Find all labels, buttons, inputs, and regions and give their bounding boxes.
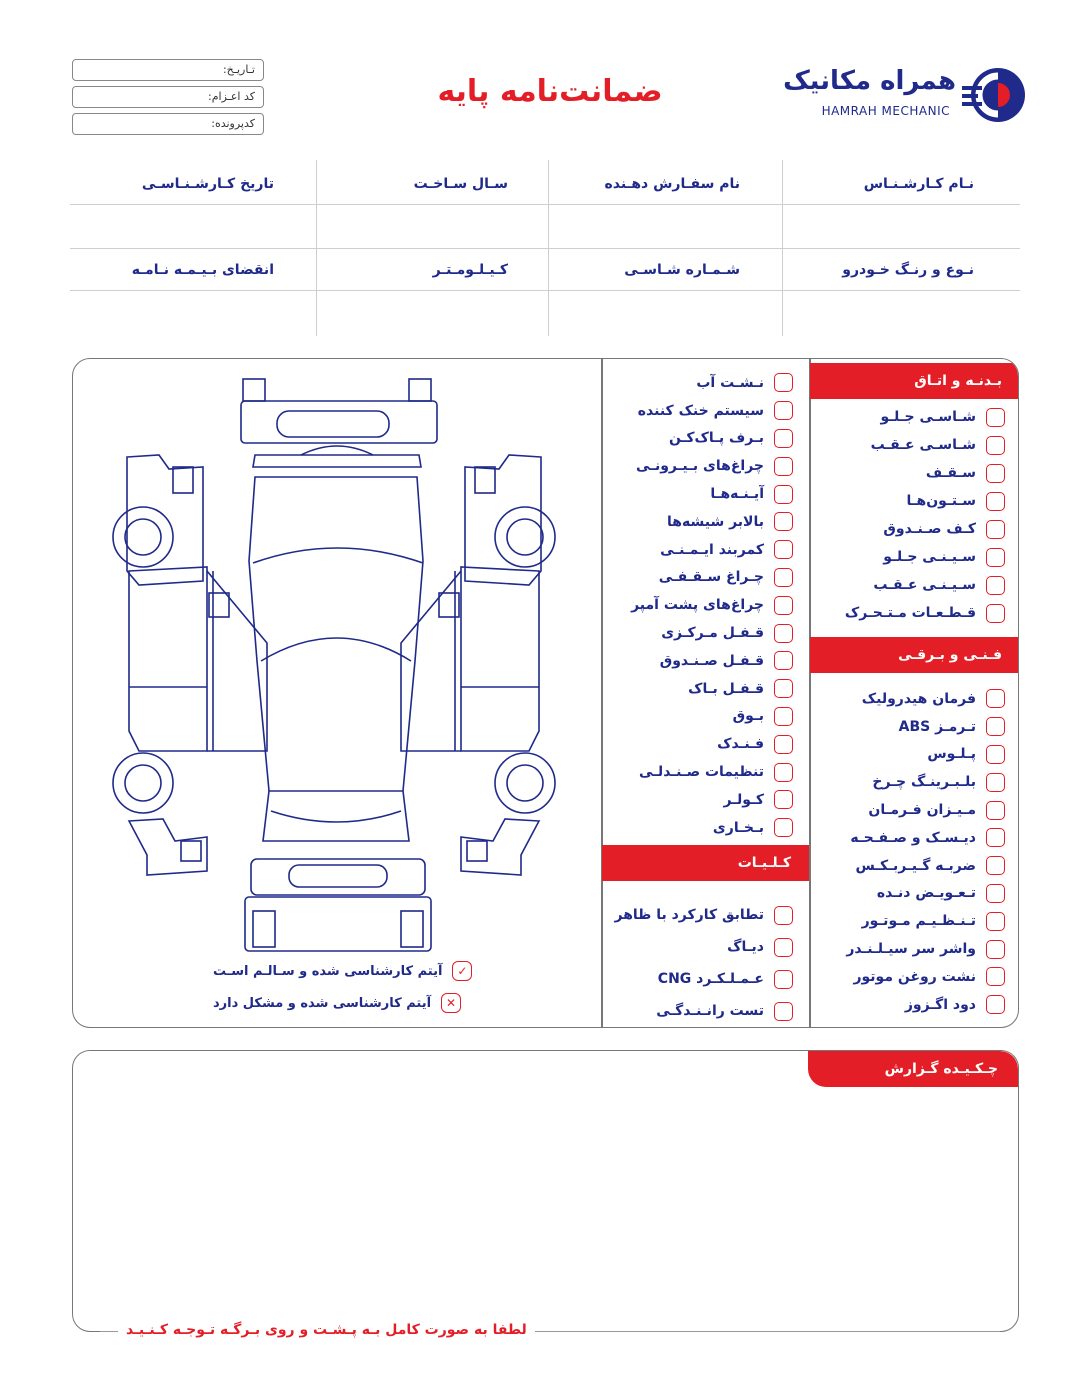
checkbox[interactable] xyxy=(774,707,793,726)
checkbox[interactable] xyxy=(986,745,1005,764)
mileage-label: کـیـلـومـتـر xyxy=(432,262,508,278)
brand-name-en: HAMRAH MECHANIC xyxy=(821,104,950,118)
checklist-item[interactable] xyxy=(617,675,793,703)
checklist-item-label: تـعـویـض دنـده xyxy=(876,885,976,902)
checklist-item[interactable] xyxy=(825,963,1005,991)
dispatch-code-field[interactable] xyxy=(72,86,264,108)
checklist-item-label: شـاسـی جـلـو xyxy=(880,409,976,425)
checkbox[interactable] xyxy=(774,790,793,809)
checklist-item[interactable] xyxy=(825,824,1005,852)
checkbox[interactable] xyxy=(986,548,1005,567)
section-technical-header: فـنـی و بـرقـی xyxy=(810,637,1019,673)
check-mark-icon: ✓ xyxy=(452,961,472,981)
checkbox[interactable] xyxy=(986,492,1005,511)
checklist-item[interactable] xyxy=(617,508,793,536)
checklist-item[interactable] xyxy=(825,880,1005,908)
checklist-item-label: نشت روغن موتور xyxy=(853,968,976,985)
footnote: لطفا به صورت کامل بـه پـشـت و روی بـرگـه تـوجـه کـنـیـد xyxy=(118,1322,535,1338)
checkbox[interactable] xyxy=(774,596,793,615)
inspection-date-label: تاریخ کـارشـنـاسـی xyxy=(141,176,274,192)
checklist-item-label: عـمـلـکـرد CNG xyxy=(657,971,764,987)
report-summary-box[interactable] xyxy=(72,1050,1019,1332)
checklist-item-label: پـلـوس xyxy=(927,746,976,763)
checkbox[interactable] xyxy=(986,689,1005,708)
checklist-item-label: سـتـون‌هـا xyxy=(906,493,976,509)
checkbox[interactable] xyxy=(986,408,1005,427)
checklist-item-label: شـاسـی عـقـب xyxy=(870,437,976,453)
checkbox[interactable] xyxy=(986,773,1005,792)
checkbox[interactable] xyxy=(986,828,1005,847)
vehicle-info-grid xyxy=(70,160,1020,336)
legend-issue xyxy=(213,993,461,1013)
section-general-header: کـلـیـات xyxy=(602,845,809,881)
checkbox[interactable] xyxy=(986,801,1005,820)
checklist-item[interactable] xyxy=(617,619,793,647)
checkbox[interactable] xyxy=(774,651,793,670)
checklist-item[interactable] xyxy=(825,768,1005,796)
checkbox[interactable] xyxy=(986,967,1005,986)
general-checklist xyxy=(614,899,793,1027)
checklist-item-label: تـنـظـیـم مـوتـور xyxy=(861,913,976,930)
checklist-item[interactable] xyxy=(825,515,1005,543)
checkbox[interactable] xyxy=(986,940,1005,959)
checklist-item-label: آیـنـه‌هـا xyxy=(710,486,764,503)
checklist-item-label: قـطـعـات مـتـحـرک xyxy=(844,605,976,621)
checklist-item[interactable] xyxy=(825,599,1005,627)
insurance-expiry-label: انقضای بـیـمـه نـامـه xyxy=(131,262,274,278)
checklist-item[interactable] xyxy=(617,647,793,675)
checkbox[interactable] xyxy=(986,604,1005,623)
checklist-item[interactable] xyxy=(617,536,793,564)
checkbox[interactable] xyxy=(774,401,793,420)
checkbox[interactable] xyxy=(774,429,793,448)
checklist-item[interactable] xyxy=(617,425,793,453)
checklist-item[interactable] xyxy=(825,459,1005,487)
checklist-item[interactable] xyxy=(617,786,793,814)
car-body-diagram-icon xyxy=(103,371,563,961)
checklist-item-label: بـرف پـاک‌کـن xyxy=(668,430,764,447)
checkbox[interactable] xyxy=(774,485,793,504)
checklist-item[interactable] xyxy=(825,991,1005,1019)
checklist-item-label: تطابق کارکرد با ظاهر xyxy=(614,907,764,923)
checkbox[interactable] xyxy=(986,884,1005,903)
checklist-item-label: بـخـاری xyxy=(712,819,764,836)
checklist-item[interactable] xyxy=(617,564,793,592)
checklist-item-label: تـرمـز ABS xyxy=(898,718,976,735)
checkbox[interactable] xyxy=(774,512,793,531)
checklist-item-label: چـراغ سـقـفـی xyxy=(658,569,764,586)
checklist-item-label: بلـبـرینـگ چـرخ xyxy=(872,774,976,791)
checkbox[interactable] xyxy=(774,970,793,989)
vehicle-type-color-label: نـوع و رنـگ خـودرو xyxy=(842,262,974,278)
checkbox[interactable] xyxy=(774,457,793,476)
checklist-item-label: فرمان هیدرولیک xyxy=(861,690,976,707)
page-title: ضمانت‌نامه پایه xyxy=(437,74,663,109)
checklist-item[interactable] xyxy=(825,685,1005,713)
checklist-item-label: تست رانـنـدگـی xyxy=(656,1003,764,1019)
customer-name-label: نام سفـارش دهـنده xyxy=(604,176,740,192)
checkbox[interactable] xyxy=(774,735,793,754)
checkbox[interactable] xyxy=(986,856,1005,875)
checklist-item-label: کـف صـنـدوق xyxy=(883,521,976,537)
checkbox[interactable] xyxy=(774,818,793,837)
summary-header: چـکـیـده گـزارش xyxy=(808,1051,1018,1087)
checklist-item[interactable] xyxy=(617,963,793,995)
accessories-checklist xyxy=(617,369,793,842)
cross-mark-icon: ✕ xyxy=(441,993,461,1013)
checklist-item[interactable] xyxy=(825,852,1005,880)
logo-icon xyxy=(962,66,1026,124)
checkbox[interactable] xyxy=(986,995,1005,1014)
body-checklist xyxy=(825,403,1005,627)
file-code-label: کدپرونده: xyxy=(211,117,255,130)
checklist-item[interactable] xyxy=(614,899,793,931)
checklist-item-label: بـوق xyxy=(732,708,764,725)
checklist-item[interactable] xyxy=(617,995,793,1027)
date-label: تـاریـخ: xyxy=(222,63,255,76)
checkbox[interactable] xyxy=(986,576,1005,595)
checklist-item[interactable] xyxy=(617,397,793,425)
checkbox[interactable] xyxy=(986,717,1005,736)
checkbox[interactable] xyxy=(986,912,1005,931)
file-code-field[interactable] xyxy=(72,113,264,135)
checklist-item[interactable] xyxy=(825,543,1005,571)
checkbox[interactable] xyxy=(774,373,793,392)
checklist-item-label: قـفـل صـنـدوق xyxy=(659,652,764,669)
legend-issue-label: آیتم کارشناسی شده و مشکل دارد xyxy=(213,995,432,1011)
legend-ok xyxy=(213,961,472,981)
checklist-item[interactable] xyxy=(825,487,1005,515)
checklist-item-label: قـفـل مـرکـزی xyxy=(661,625,764,642)
checklist-item[interactable] xyxy=(617,730,793,758)
date-field[interactable] xyxy=(72,59,264,81)
checklist-item[interactable] xyxy=(825,571,1005,599)
checklist-item-label: تنظیمات صـنـدلـی xyxy=(638,764,764,781)
checklist-item[interactable] xyxy=(617,480,793,508)
dispatch-code-label: کد اعـزام: xyxy=(208,90,255,103)
checklist-item-label: چراغ‌های بـیـرونـی xyxy=(636,458,764,475)
checkbox[interactable] xyxy=(774,1002,793,1021)
checklist-item-label: دیـسـک و صـفـحـه xyxy=(850,829,976,846)
checkbox[interactable] xyxy=(986,464,1005,483)
checklist-item-label: کـولـر xyxy=(723,791,764,808)
checklist-item-label: نـشـت آب xyxy=(696,374,764,391)
checklist-item[interactable] xyxy=(825,431,1005,459)
checklist-item[interactable] xyxy=(617,814,793,842)
checkbox[interactable] xyxy=(774,679,793,698)
expert-name-label: نـام کـارشـنـاس xyxy=(863,176,974,192)
checklist-item-label: واشر سر سیـلـنـدر xyxy=(846,941,976,958)
checklist-item[interactable] xyxy=(825,796,1005,824)
chassis-number-label: شـمـاره شـاسـی xyxy=(624,262,740,278)
brand-logo xyxy=(783,66,1026,128)
checklist-item[interactable] xyxy=(617,452,793,480)
checklist-item-label: چراغ‌های پشت آمپر xyxy=(631,597,764,614)
checklist-item[interactable] xyxy=(825,741,1005,769)
technical-checklist xyxy=(825,685,1005,1019)
checklist-item[interactable] xyxy=(825,935,1005,963)
brand-name-fa: همراه مکانیک xyxy=(783,66,956,96)
checkbox[interactable] xyxy=(774,938,793,957)
checklist-item-label: بالابر شیشه‌ها xyxy=(667,513,764,530)
checklist-item-label: فـنـدک xyxy=(717,736,764,753)
checkbox[interactable] xyxy=(774,568,793,587)
checklist-item-label: سـقـف xyxy=(925,465,976,481)
checklist-item[interactable] xyxy=(617,703,793,731)
checklist-item-label: دیـاگ xyxy=(727,939,764,955)
build-year-label: سـال سـاخـت xyxy=(413,176,508,192)
checklist-item-label: مـیـزان فـرمـان xyxy=(868,802,976,819)
checklist-item-label: قـفـل بـاک xyxy=(688,680,764,697)
checkbox[interactable] xyxy=(774,906,793,925)
checklist-item-label: کمربند ایـمـنـی xyxy=(660,541,764,558)
checklist-item[interactable] xyxy=(825,403,1005,431)
checklist-item[interactable] xyxy=(825,713,1005,741)
checklist-item[interactable] xyxy=(617,931,793,963)
checklist-item-label: ضربـه گـیـربـکـس xyxy=(855,857,976,874)
checklist-item-label: سیستم خنک کننده xyxy=(637,402,764,419)
checklist-item-label: دود اگـزوز xyxy=(904,996,976,1013)
checkbox[interactable] xyxy=(986,520,1005,539)
checkbox[interactable] xyxy=(774,540,793,559)
inspection-panel xyxy=(72,358,1019,1028)
checklist-item-label: سـیـنـی جـلـو xyxy=(883,549,976,565)
checkbox[interactable] xyxy=(986,436,1005,455)
checkbox[interactable] xyxy=(774,624,793,643)
legend-ok-label: آیتم کارشناسی شده و سـالـم اسـت xyxy=(213,963,443,979)
checkbox[interactable] xyxy=(774,763,793,782)
checklist-item[interactable] xyxy=(617,369,793,397)
checklist-item[interactable] xyxy=(617,758,793,786)
section-body-header: بـدنـه و اتـاق xyxy=(810,363,1019,399)
checklist-item[interactable] xyxy=(825,907,1005,935)
checklist-item[interactable] xyxy=(617,591,793,619)
checklist-item-label: سـیـنـی عـقـب xyxy=(873,577,976,593)
